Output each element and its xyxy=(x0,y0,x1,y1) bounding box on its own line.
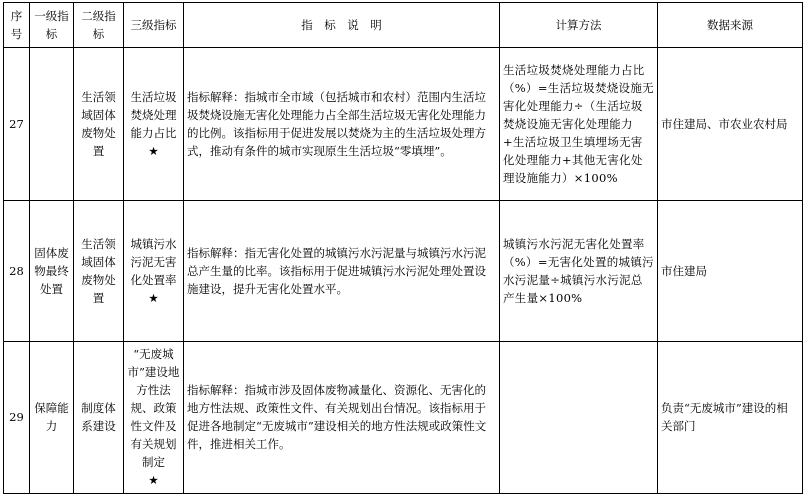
row-level2: 制度体系建设 xyxy=(74,341,124,493)
table-row xyxy=(4,48,803,201)
row-seq: 27 xyxy=(4,48,30,201)
row-level3 xyxy=(124,201,184,341)
row-description: 指标解释：指城市全市域（包括城市和农村）范围内生活垃圾焚烧设施无害化处理能力占全部生活垃圾无害化处理能力的比例。该指标用于促进发展以焚烧为主的生活垃圾处理方式，推动有条件的城市实现原生生活垃圾“零填埋”。 xyxy=(184,48,500,201)
header-level3: 三级指标 xyxy=(124,3,184,48)
header-row xyxy=(4,3,803,48)
row-source: 市住建局、市农业农村局 xyxy=(658,48,803,201)
header-seq: 序号 xyxy=(4,3,30,48)
row-description: 指标解释：指无害化处置的城镇污水污泥量与城镇污水污泥总产生量的比率。该指标用于促进城镇污水污泥处理处置设施建设，提升无害化处置水平。 xyxy=(184,201,500,341)
row-calculation xyxy=(500,341,658,493)
row-level2: 生活领域固体废物处置 xyxy=(74,201,124,341)
indicator-table xyxy=(3,2,803,494)
row-calculation: 城镇污水污泥无害化处置率（%）=无害化处置的城镇污水污泥量÷城镇污水污泥总产生量×100% xyxy=(500,201,658,341)
star-icon: ★ xyxy=(148,291,159,306)
row-calculation: 生活垃圾焚烧处理能力占比（%）=生活垃圾焚烧设施无害化处理能力÷（生活垃圾焚烧设施无害化处理能力+生活垃圾卫生填埋场无害化处理能力+其他无害化处理设施能力）×100% xyxy=(500,48,658,201)
row-level3 xyxy=(124,341,184,493)
header-level1: 一级指标 xyxy=(30,3,74,48)
row-level3-text: 城镇污水污泥无害化处置率 xyxy=(130,237,177,288)
row-level1: 保障能力 xyxy=(30,341,74,493)
row-source: 负责“无废城市”建设的相关部门 xyxy=(658,341,803,493)
row-level3-text: 生活垃圾焚烧处理能力占比 xyxy=(130,90,177,141)
star-icon: ★ xyxy=(148,473,159,488)
row-level1 xyxy=(30,48,74,201)
row-level3 xyxy=(124,48,184,201)
row-level2: 生活领域固体废物处置 xyxy=(74,48,124,201)
header-description: 指 标 说 明 xyxy=(184,3,500,48)
table-row xyxy=(4,201,803,341)
star-icon: ★ xyxy=(148,144,159,159)
row-level3-text: “无废城市”建设地方性法规、政策性文件及有关规划制定 xyxy=(127,347,180,470)
header-level2: 二级指标 xyxy=(74,3,124,48)
row-seq: 29 xyxy=(4,341,30,493)
row-source: 市住建局 xyxy=(658,201,803,341)
row-description: 指标解释：指城市涉及固体废物减量化、资源化、无害化的地方性法规、政策性文件、有关规划出台情况。该指标用于促进各地制定“无废城市”建设相关的地方性法规或政策性文件，推进相关工作。 xyxy=(184,341,500,493)
header-calculation: 计算方法 xyxy=(500,3,658,48)
row-seq: 28 xyxy=(4,201,30,341)
table-row xyxy=(4,341,803,493)
header-source: 数据来源 xyxy=(658,3,803,48)
row-level1: 固体废物最终处置 xyxy=(30,201,74,341)
